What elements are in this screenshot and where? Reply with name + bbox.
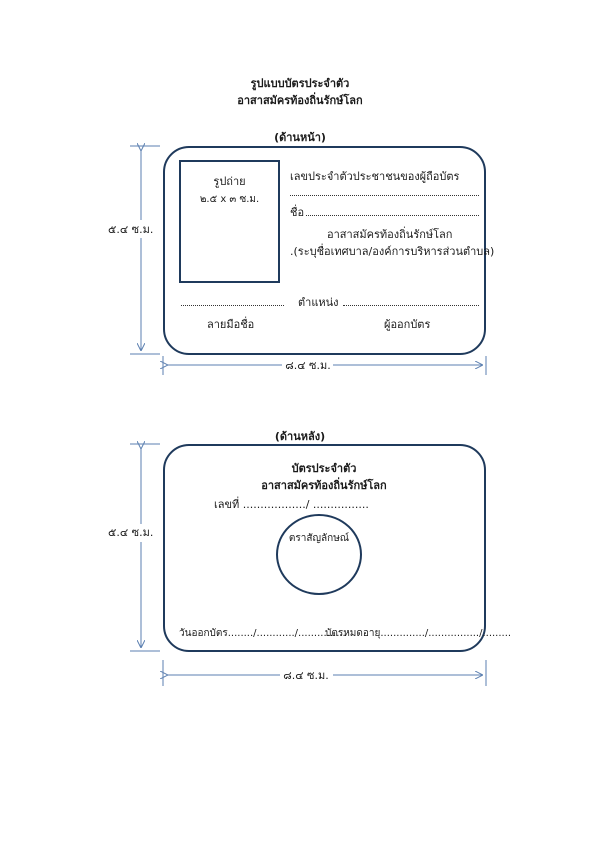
- back-card: [163, 444, 512, 652]
- seal-circle: [276, 514, 362, 595]
- photo-size-label: ๒.๕ x ๓ ซ.ม.: [199, 194, 260, 205]
- id-number-line: [290, 195, 479, 196]
- card-number: เลขที่ ................../ ................: [214, 498, 369, 511]
- photo-label: รูปถ่าย: [213, 175, 246, 188]
- front-height-label: ๕.๔ ซ.ม.: [108, 223, 154, 236]
- issuer-label: ผู้ออกบัตร: [384, 318, 431, 331]
- back-heading: (ด้านหลัง): [274, 430, 326, 443]
- id-number-label: เลขประจำตัวประชาชนของผู้ถือบัตร: [290, 170, 460, 183]
- signature-line: [181, 305, 284, 306]
- page-title: รูปแบบบัตรประจำตัว: [250, 77, 350, 90]
- front-heading: (ด้านหน้า): [274, 131, 326, 144]
- name-line: [306, 215, 479, 216]
- organization-text: .(ระบุชื่อเทศบาล/องค์การบริหารส่วนตำบล): [290, 245, 495, 258]
- back-card-subtitle: อาสาสมัครท้องถิ่นรักษ์โลก: [261, 479, 387, 492]
- position-line: [343, 305, 479, 306]
- page-subtitle: อาสาสมัครท้องถิ่นรักษ์โลก: [237, 94, 363, 107]
- back-card-title: บัตรประจำตัว: [291, 462, 357, 475]
- back-height-label: ๕.๔ ซ.ม.: [108, 526, 154, 539]
- seal-label: ตราสัญลักษณ์: [288, 533, 350, 544]
- back-width-label: ๘.๔ ซ.ม.: [283, 669, 329, 682]
- expiry-date: บัตรหมดอายุ............../................/.........: [325, 628, 512, 639]
- position-label: ตำแหน่ง: [298, 296, 339, 309]
- name-label: ชื่อ: [290, 206, 305, 219]
- front-card: [163, 146, 495, 355]
- signature-label: ลายมือชื่อ: [207, 318, 255, 331]
- volunteer-text: อาสาสมัครท้องถิ่นรักษ์โลก: [327, 228, 453, 241]
- front-width-label: ๘.๔ ซ.ม.: [285, 359, 331, 372]
- issue-date: วันออกบัตร......../............/...............: [179, 628, 346, 639]
- photo-box: [179, 160, 280, 283]
